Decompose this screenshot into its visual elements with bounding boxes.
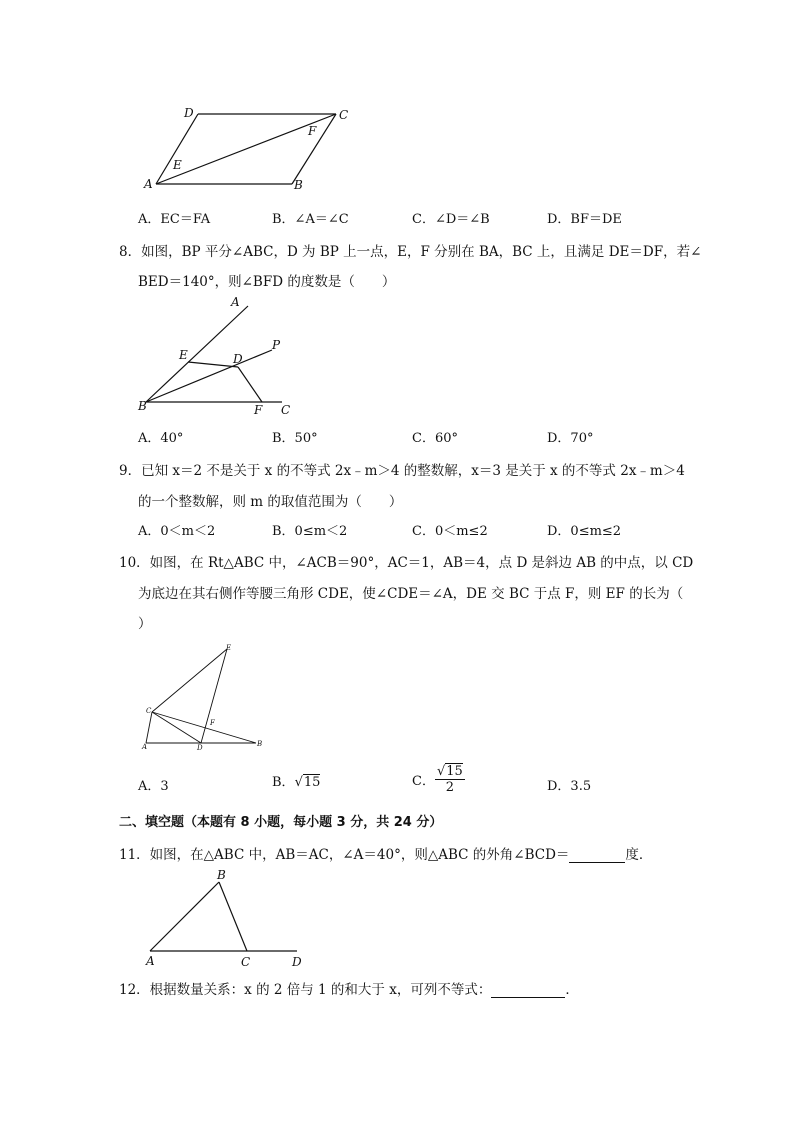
q9-line-1: 9．已知 x＝2 不是关于 x 的不等式 2x﹣m＞4 的整数解，x＝3 是关于 x 的不等式 2x﹣m＞4	[119, 463, 685, 479]
label-B: B	[294, 178, 303, 192]
label-E: E	[226, 644, 232, 652]
label-C: C	[339, 108, 349, 122]
q8-option-d: D．70°	[547, 431, 594, 446]
label-F: F	[308, 124, 317, 138]
q9-option-c: C．0＜m≤2	[412, 524, 488, 539]
q7-option-d: D．BF＝DE	[547, 212, 622, 227]
q10-line-2: 为底边在其右侧作等腰三角形 CDE，使∠CDE＝∠A，DE 交 BC 于点 F，则 EF 的长为（	[138, 586, 684, 602]
q10-option-c-radicand: 15	[446, 764, 463, 779]
label-F: F	[254, 403, 263, 417]
label-B: B	[138, 399, 147, 413]
ray-BP	[146, 350, 272, 402]
segment-AB	[150, 882, 219, 951]
label-B: B	[217, 868, 226, 882]
label-F: F	[210, 719, 215, 727]
q9-option-d: D．0≤m≤2	[547, 524, 622, 539]
label-D: D	[197, 744, 203, 752]
label-D: D	[292, 955, 302, 969]
q7-option-c: C．∠D＝∠B	[412, 212, 490, 227]
q10-line-3: ）	[138, 616, 152, 632]
q12-text-before: 12．根据数量关系：x 的 2 倍与 1 的和大于 x，可列不等式：	[119, 982, 492, 998]
label-A: A	[146, 954, 155, 968]
q11-figure	[140, 865, 320, 971]
label-C: C	[146, 707, 152, 715]
segment-DF	[238, 367, 262, 402]
label-E: E	[179, 348, 188, 362]
q8-option-a: A．40°	[138, 431, 184, 446]
q10-option-a: A．3	[138, 779, 169, 794]
q11-text-after: 度．	[625, 847, 653, 863]
q7-figure	[140, 100, 360, 195]
q7-option-b: B．∠A＝∠C	[272, 212, 349, 227]
section-heading: 二、填空题（本题有 8 小题，每小题 3 分，共 24 分）	[119, 815, 443, 830]
q10-option-b	[272, 771, 320, 790]
q8-figure	[132, 292, 302, 418]
q10-option-b-radicand: 15	[303, 775, 321, 790]
q12-text	[119, 978, 579, 998]
q11-text	[119, 843, 652, 863]
q8-line-1: 8．如图，BP 平分∠ABC，D 为 BP 上一点，E，F 分别在 BA，BC 上，且满足 DE＝DF，若∠	[119, 244, 702, 260]
q10-option-c-prefix: C．	[412, 774, 435, 789]
answer-blank[interactable]	[569, 848, 625, 863]
q12-text-after: ．	[565, 982, 579, 998]
q10-option-c	[412, 764, 465, 795]
q9-option-a: A．0＜m＜2	[138, 524, 216, 539]
q11-text-before: 11．如图，在△ABC 中，AB＝AC，∠A＝40°，则△ABC 的外角∠BCD＝	[119, 847, 570, 863]
segment-CB	[152, 712, 256, 743]
segment-BC	[219, 882, 247, 951]
q10-figure	[138, 640, 268, 752]
label-A: A	[144, 177, 153, 191]
label-D: D	[233, 352, 243, 366]
label-C: C	[281, 403, 291, 417]
label-P: P	[272, 338, 281, 352]
segment-ED	[188, 362, 238, 367]
q9-line-2: 的一个整数解，则 m 的取值范围为（ ）	[138, 494, 403, 510]
label-D: D	[184, 106, 194, 120]
segment-DE	[201, 649, 227, 743]
label-B: B	[257, 740, 263, 748]
segment-CD	[152, 712, 201, 743]
segment-CE	[152, 649, 227, 712]
q8-line-2: BED＝140°，则∠BFD 的度数是（ ）	[138, 274, 396, 290]
answer-blank[interactable]	[491, 983, 565, 998]
label-A: A	[231, 295, 240, 309]
sqrt-symbol: √	[294, 775, 303, 790]
label-A: A	[142, 743, 148, 751]
q10-option-c-fraction	[435, 764, 465, 795]
sqrt-symbol: √	[436, 764, 446, 779]
q7-option-a: A．EC＝FA	[138, 212, 211, 227]
q8-option-b: B．50°	[272, 431, 318, 446]
segment-AC	[146, 712, 152, 743]
q10-option-b-prefix: B．	[272, 775, 295, 790]
segment-DA	[156, 114, 198, 184]
label-E: E	[173, 158, 182, 172]
q10-option-d: D．3.5	[547, 779, 592, 794]
q9-option-b: B．0≤m＜2	[272, 524, 348, 539]
q10-option-c-denominator: 2	[445, 780, 455, 795]
q8-option-c: C．60°	[412, 431, 458, 446]
label-C: C	[241, 955, 251, 969]
q10-line-1: 10．如图，在 Rt△ABC 中，∠ACB＝90°，AC＝1，AB＝4，点 D 是斜边 AB 的中点，以 CD	[119, 555, 694, 571]
